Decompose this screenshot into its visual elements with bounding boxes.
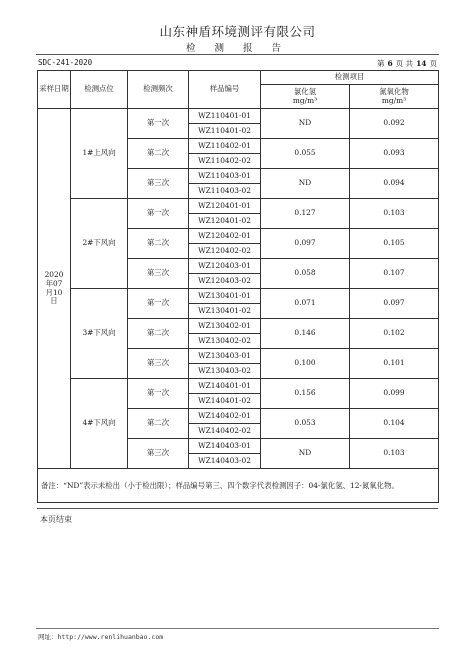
table-note: 备注：“ND”表示未检出（小于检出限）；样品编号第三、四个数字代表检测因子：04-氯化氢、12-氮氧化物。 [38, 469, 439, 503]
header-divider [36, 54, 439, 55]
document-number: SDC-241-2020 [38, 58, 93, 67]
sample-number-cell [189, 229, 261, 259]
sample-number: WZ110401-02 [189, 123, 260, 138]
company-name: 山东神盾环境测评有限公司 [159, 24, 316, 39]
header-hcl-name: 氯化氢 [293, 86, 317, 96]
sample-number: WZ130402-02 [189, 333, 260, 348]
frequency-cell: 第二次 [128, 319, 189, 349]
sample-number: WZ130403-01 [198, 351, 251, 360]
header-nox-name: 氮氧化物 [379, 86, 409, 96]
header-frequency: 检测频次 [128, 71, 189, 109]
hcl-value: 0.097 [261, 229, 350, 259]
sample-number: WZ120402-02 [189, 243, 260, 258]
table-row [38, 289, 439, 319]
frequency-cell: 第三次 [128, 439, 189, 469]
header-location: 检测点位 [71, 71, 128, 109]
hcl-value: 0.100 [261, 349, 350, 379]
frequency-cell: 第三次 [128, 169, 189, 199]
sample-number-cell [189, 109, 261, 139]
sample-number-cell [189, 139, 261, 169]
sample-number-cell [189, 439, 261, 469]
hcl-value: 0.127 [261, 199, 350, 229]
location-name: 1#上风向 [71, 109, 128, 199]
header-nox [350, 85, 439, 109]
sampling-date: 2020年07月10日 [38, 109, 71, 469]
hcl-value: 0.055 [261, 139, 350, 169]
frequency-cell: 第二次 [128, 139, 189, 169]
nox-value: 0.094 [350, 169, 439, 199]
sample-number-cell [189, 169, 261, 199]
footer-divider [36, 628, 439, 629]
page-suffix: 页 [429, 59, 437, 68]
nox-value: 0.097 [350, 289, 439, 319]
hcl-value: 0.156 [261, 379, 350, 409]
frequency-cell: 第二次 [128, 409, 189, 439]
table-row [38, 109, 439, 139]
hcl-value: 0.071 [261, 289, 350, 319]
nox-value: 0.103 [350, 439, 439, 469]
location-name: 3#下风向 [71, 289, 128, 379]
table-row [38, 379, 439, 409]
nox-value: 0.092 [350, 109, 439, 139]
sample-number-cell [189, 379, 261, 409]
end-divider [37, 508, 438, 509]
hcl-value: ND [261, 439, 350, 469]
sample-number: WZ110402-01 [198, 141, 251, 150]
end-of-page-text: 本页结束 [40, 515, 72, 524]
results-table [37, 70, 439, 503]
page-prefix: 第 [376, 59, 385, 68]
nox-value: 0.105 [350, 229, 439, 259]
nox-value: 0.102 [350, 319, 439, 349]
sample-number: WZ110403-01 [198, 171, 251, 180]
header-nox-unit: mg/m³ [381, 95, 407, 105]
page-mid: 页 共 [395, 59, 414, 68]
hcl-value: ND [261, 109, 350, 139]
hcl-value: 0.053 [261, 409, 350, 439]
sample-number: WZ110401-01 [198, 111, 251, 120]
sample-number: WZ110403-02 [189, 183, 260, 198]
frequency-cell: 第三次 [128, 349, 189, 379]
sample-number: WZ130403-02 [189, 363, 260, 378]
footer-website: 网址：http://www.renlihuanbao.com [38, 633, 164, 641]
sample-number: WZ140402-01 [198, 411, 251, 420]
sample-number-cell [189, 199, 261, 229]
sample-number: WZ140403-01 [198, 441, 251, 450]
header-sample-no: 样品编号 [189, 71, 261, 109]
sample-number: WZ120401-01 [198, 201, 251, 210]
nox-value: 0.099 [350, 379, 439, 409]
sample-number: WZ130401-02 [189, 303, 260, 318]
hcl-value: 0.146 [261, 319, 350, 349]
nox-value: 0.101 [350, 349, 439, 379]
sample-number: WZ130402-01 [198, 321, 251, 330]
page-total: 14 [416, 59, 427, 68]
header-hcl-unit: mg/m³ [292, 95, 318, 105]
nox-value: 0.104 [350, 409, 439, 439]
nox-value: 0.107 [350, 259, 439, 289]
frequency-cell: 第一次 [128, 199, 189, 229]
page-info [377, 58, 437, 69]
frequency-cell: 第一次 [128, 289, 189, 319]
nox-value: 0.093 [350, 139, 439, 169]
sample-number-cell [189, 319, 261, 349]
frequency-cell: 第二次 [128, 229, 189, 259]
sample-number: WZ120401-02 [189, 213, 260, 228]
sample-number: WZ140401-02 [189, 393, 260, 408]
sample-number-cell [189, 289, 261, 319]
table-row [38, 199, 439, 229]
sample-number: WZ140403-02 [189, 453, 260, 468]
report-subtitle: 检 测 报 告 [185, 43, 290, 54]
sample-number: WZ110402-02 [189, 153, 260, 168]
sample-number: WZ120403-02 [189, 273, 260, 288]
frequency-cell: 第三次 [128, 259, 189, 289]
sample-number: WZ140401-01 [198, 381, 251, 390]
sample-number-cell [189, 349, 261, 379]
location-name: 4#下风向 [71, 379, 128, 469]
header-date: 采样日期 [38, 71, 71, 109]
location-name: 2#下风向 [71, 199, 128, 289]
sample-number-cell [189, 409, 261, 439]
page-number: 6 [387, 59, 393, 68]
hcl-value: ND [261, 169, 350, 199]
nox-value: 0.103 [350, 199, 439, 229]
sample-number: WZ130401-01 [198, 291, 251, 300]
sample-number: WZ120402-01 [198, 231, 251, 240]
sample-number: WZ120403-01 [198, 261, 251, 270]
sample-number: WZ140402-02 [189, 423, 260, 438]
frequency-cell: 第一次 [128, 109, 189, 139]
sample-number-cell [189, 259, 261, 289]
header-items: 检测项目 [261, 71, 439, 85]
hcl-value: 0.058 [261, 259, 350, 289]
header-hcl [261, 85, 350, 109]
frequency-cell: 第一次 [128, 379, 189, 409]
